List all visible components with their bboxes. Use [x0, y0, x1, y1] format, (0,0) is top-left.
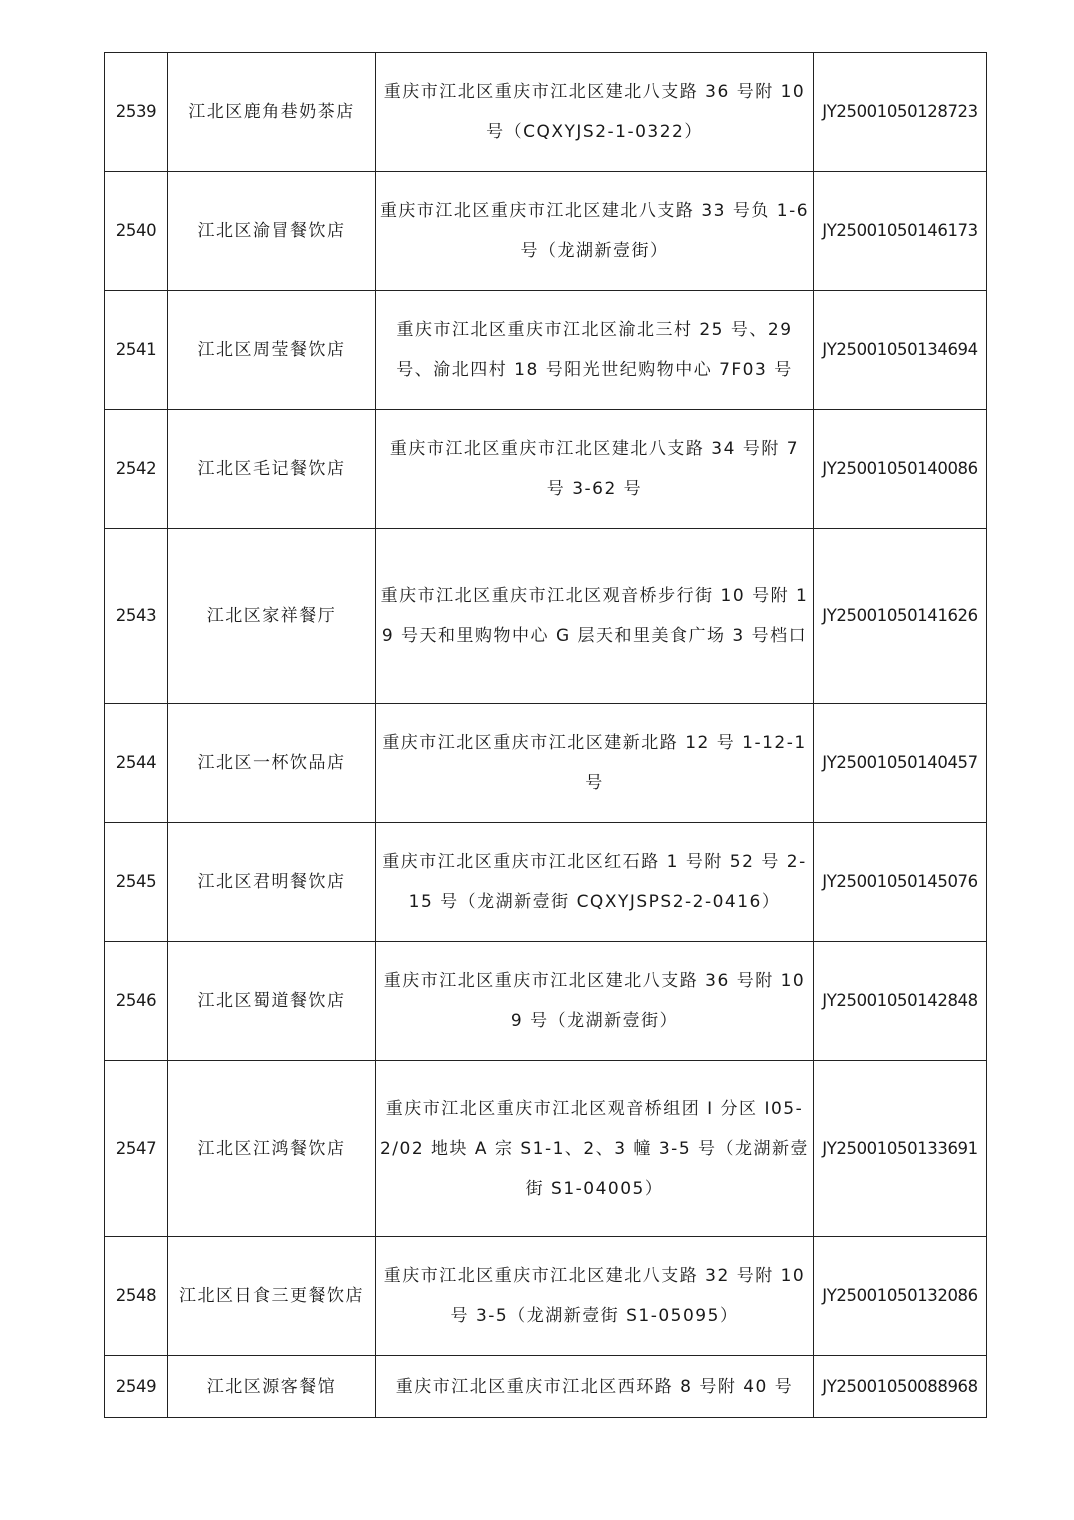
row-number: 2546: [105, 942, 168, 1061]
table-row: [105, 942, 987, 1061]
business-address: 重庆市江北区重庆市江北区西环路 8 号附 40 号: [376, 1356, 814, 1418]
business-name: 江北区周莹餐饮店: [168, 291, 376, 410]
business-name: 江北区日食三更餐饮店: [168, 1237, 376, 1356]
business-name: 江北区毛记餐饮店: [168, 410, 376, 529]
business-address: 重庆市江北区重庆市江北区渝北三村 25 号、29 号、渝北四村 18 号阳光世纪购物中心 7F03 号: [376, 291, 814, 410]
table-row: [105, 291, 987, 410]
business-name: 江北区君明餐饮店: [168, 823, 376, 942]
table-row: [105, 410, 987, 529]
row-number: 2540: [105, 172, 168, 291]
license-number: JY25001050145076: [814, 823, 987, 942]
business-license-table: [104, 52, 987, 1418]
license-number: JY25001050133691: [814, 1061, 987, 1237]
row-number: 2548: [105, 1237, 168, 1356]
table-row: [105, 172, 987, 291]
license-number: JY25001050128723: [814, 53, 987, 172]
license-number: JY25001050146173: [814, 172, 987, 291]
table-row: [105, 1237, 987, 1356]
business-name: 江北区江鸿餐饮店: [168, 1061, 376, 1237]
license-number: JY25001050132086: [814, 1237, 987, 1356]
license-number: JY25001050140086: [814, 410, 987, 529]
business-name: 江北区一杯饮品店: [168, 704, 376, 823]
row-number: 2544: [105, 704, 168, 823]
business-address: 重庆市江北区重庆市江北区建北八支路 32 号附 10 号 3-5（龙湖新壹街 S1-05095）: [376, 1237, 814, 1356]
license-number: JY25001050140457: [814, 704, 987, 823]
license-number: JY25001050141626: [814, 529, 987, 704]
business-address: 重庆市江北区重庆市江北区观音桥组团 I 分区 I05-2/02 地块 A 宗 S1-1、2、3 幢 3-5 号（龙湖新壹街 S1-04005）: [376, 1061, 814, 1237]
row-number: 2547: [105, 1061, 168, 1237]
table-row: [105, 704, 987, 823]
business-name: 江北区鹿角巷奶茶店: [168, 53, 376, 172]
business-address: 重庆市江北区重庆市江北区建北八支路 33 号负 1-6 号（龙湖新壹街）: [376, 172, 814, 291]
business-address: 重庆市江北区重庆市江北区观音桥步行街 10 号附 19 号天和里购物中心 G 层天和里美食广场 3 号档口: [376, 529, 814, 704]
business-name: 江北区源客餐馆: [168, 1356, 376, 1418]
row-number: 2545: [105, 823, 168, 942]
business-address: 重庆市江北区重庆市江北区建北八支路 36 号附 109 号（龙湖新壹街）: [376, 942, 814, 1061]
license-number: JY25001050142848: [814, 942, 987, 1061]
row-number: 2539: [105, 53, 168, 172]
license-number: JY25001050134694: [814, 291, 987, 410]
business-address: 重庆市江北区重庆市江北区建新北路 12 号 1-12-1 号: [376, 704, 814, 823]
table-row: [105, 1061, 987, 1237]
table-row: [105, 823, 987, 942]
table-row: [105, 53, 987, 172]
row-number: 2542: [105, 410, 168, 529]
business-address: 重庆市江北区重庆市江北区红石路 1 号附 52 号 2-15 号（龙湖新壹街 CQXYJSPS2-2-0416）: [376, 823, 814, 942]
table-row: [105, 529, 987, 704]
table-row: [105, 1356, 987, 1418]
row-number: 2541: [105, 291, 168, 410]
row-number: 2549: [105, 1356, 168, 1418]
license-number: JY25001050088968: [814, 1356, 987, 1418]
row-number: 2543: [105, 529, 168, 704]
business-address: 重庆市江北区重庆市江北区建北八支路 36 号附 10 号（CQXYJS2-1-0322）: [376, 53, 814, 172]
business-address: 重庆市江北区重庆市江北区建北八支路 34 号附 7 号 3-62 号: [376, 410, 814, 529]
business-name: 江北区家祥餐厅: [168, 529, 376, 704]
business-name: 江北区蜀道餐饮店: [168, 942, 376, 1061]
business-name: 江北区渝冒餐饮店: [168, 172, 376, 291]
